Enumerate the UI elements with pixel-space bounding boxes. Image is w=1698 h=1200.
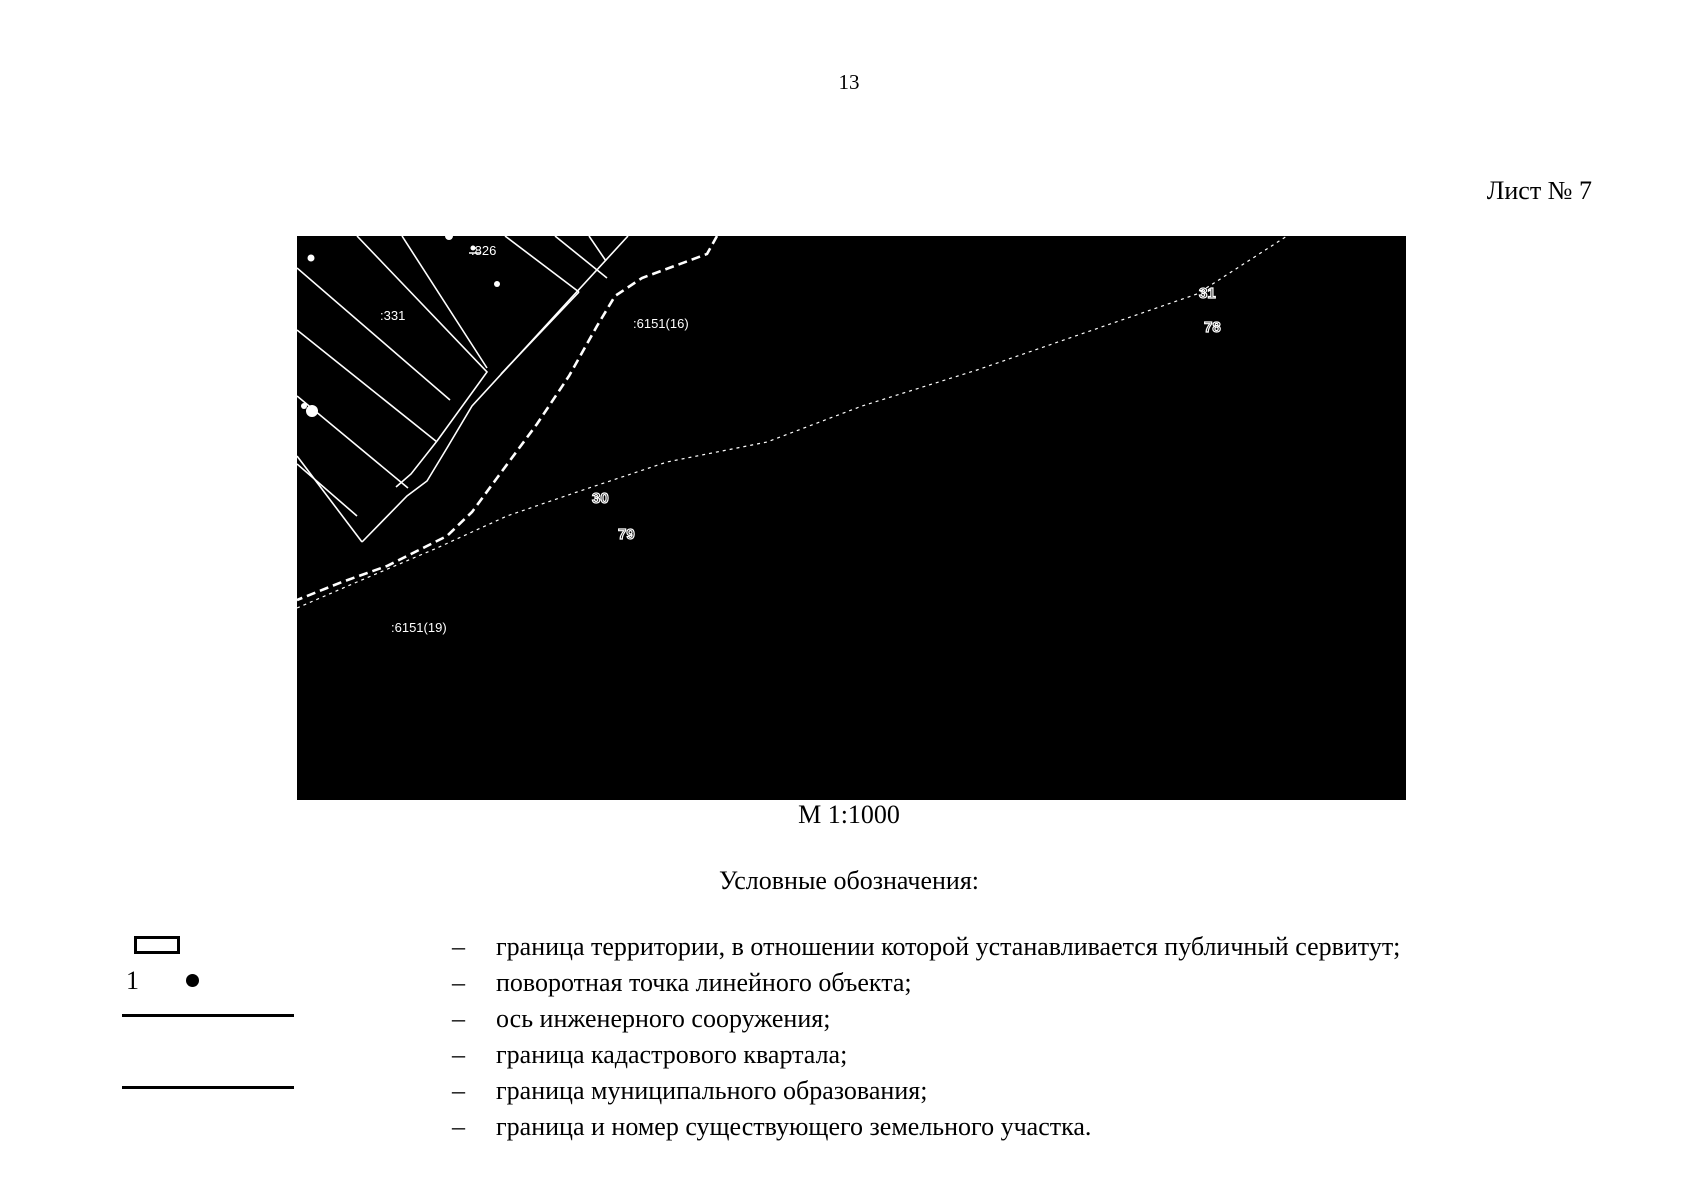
legend-symbol-axis [118,1002,308,1036]
quarter-label: 30 [592,490,609,507]
legend-text: граница кадастрового квартала; [496,1040,848,1069]
legend-symbol-municipal [118,1074,308,1108]
legend-dash: – [452,968,465,997]
solid-line-icon [122,1014,294,1017]
point-number: 1 [126,966,139,995]
cadastral-map [297,236,1406,800]
legend-text: граница и номер существующего земельного участка. [496,1112,1092,1141]
legend-dash: – [452,932,465,961]
quarter-label: 78 [1204,319,1221,336]
legend-dash: – [452,1076,465,1105]
legend-text: поворотная точка линейного объекта; [496,968,912,997]
map-canvas [297,236,1406,800]
legend-text: ось инженерного сооружения; [496,1004,831,1033]
parcel-label-6151-16: :6151(16) [633,316,689,331]
legend-symbol-quarter [118,1038,308,1072]
legend-item [0,1110,1698,1144]
legend-dash: – [452,1112,465,1141]
legend-title: Условные обозначения: [718,866,980,895]
solid-line-icon [122,1086,294,1089]
map-scale: М 1:1000 [798,800,900,829]
point-icon [186,974,199,987]
legend-dash: – [452,1004,465,1033]
legend-symbol-point [118,966,308,1000]
map-background [297,236,1406,800]
legend-item [0,966,1698,1000]
legend-item [0,930,1698,964]
legend-item [0,1038,1698,1072]
quarter-label: 79 [618,526,635,543]
rectangle-icon [134,936,180,954]
parcel-label-331: :331 [380,308,406,323]
legend-text: граница муниципального образования; [496,1076,928,1105]
quarter-label: 31 [1199,285,1216,302]
parcel-label-6151-19: :6151(19) [391,620,447,635]
legend-item [0,1002,1698,1036]
legend-symbol-parcel [118,1110,308,1144]
page-number: 13 [838,70,860,94]
parcel-label-826: :826 [471,243,497,258]
map-point [308,255,315,262]
map-point [301,403,307,409]
legend-item [0,1074,1698,1108]
map-point [494,281,500,287]
map-point [306,405,318,417]
sheet-label: Лист № 7 [1486,176,1592,205]
legend-symbol-servitude [118,930,308,964]
legend-dash: – [452,1040,465,1069]
legend-text: граница территории, в отношении которой устанавливается публичный сервитут; [496,932,1401,961]
